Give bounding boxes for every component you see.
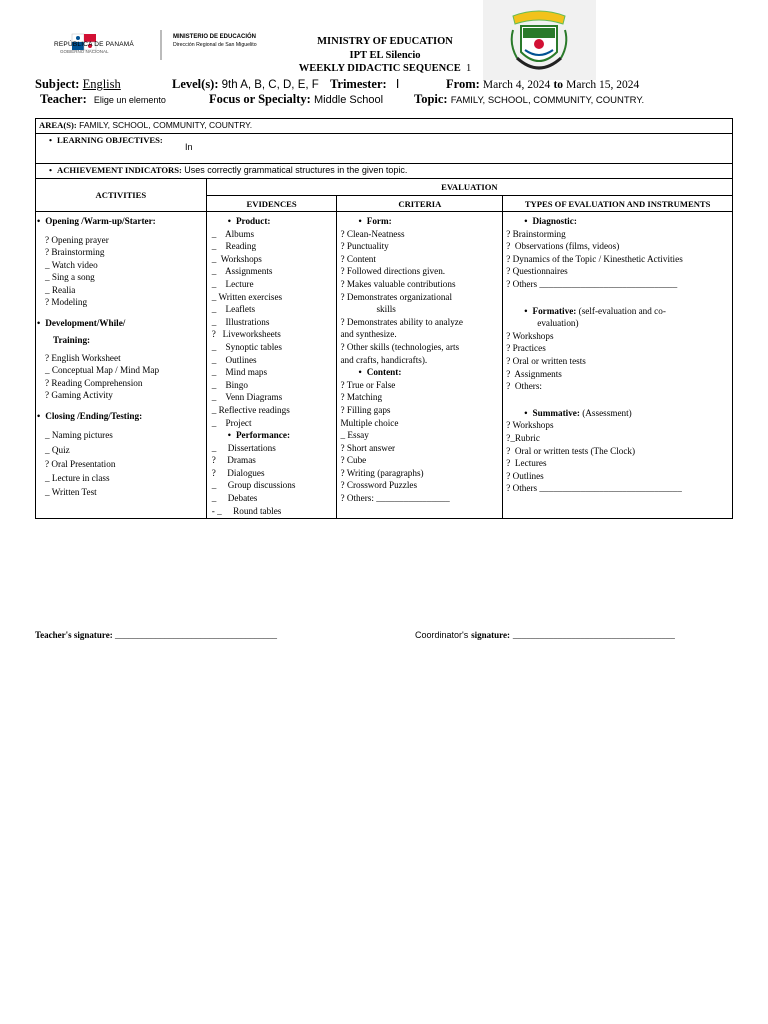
list-item[interactable]: _ Written exercises xyxy=(211,291,283,302)
list-item[interactable]: ? Writing (paragraphs) xyxy=(340,467,424,478)
criteria-cell xyxy=(337,212,503,519)
list-item[interactable]: _ Workshops xyxy=(211,253,262,264)
list-item[interactable]: ? Others: ________________ xyxy=(340,493,450,504)
objectives-row xyxy=(36,134,733,164)
evidences-cell xyxy=(206,212,337,519)
summative-list xyxy=(506,419,729,495)
performance-list xyxy=(210,442,334,518)
list-item[interactable]: _ Albums xyxy=(211,228,255,239)
list-item[interactable]: and crafts, handicrafts). xyxy=(340,354,428,365)
subject-field xyxy=(35,77,121,92)
summative-title: • Summative: xyxy=(524,408,580,418)
list-item[interactable]: ? English Worksheet xyxy=(45,352,121,363)
list-item[interactable]: ? Practices xyxy=(506,343,546,354)
diagnostic-title: • Diagnostic: xyxy=(506,215,729,228)
activities-cell xyxy=(36,212,207,519)
list-item[interactable]: ? True or False xyxy=(340,379,396,390)
list-item[interactable]: _ Debates xyxy=(211,493,258,504)
list-item[interactable]: ? Outlines xyxy=(506,470,544,481)
list-item[interactable]: ? Observations (films, videos) xyxy=(506,241,620,252)
trimester-field xyxy=(330,77,399,92)
indicators-label: • ACHIEVEMENT INDICATORS: xyxy=(49,165,182,175)
teacher-signature xyxy=(35,630,277,640)
list-item[interactable]: ? Lectures xyxy=(506,458,547,469)
list-item[interactable]: _ Watch video xyxy=(45,259,98,270)
evaluation-header: EVALUATION xyxy=(206,179,732,196)
from-value[interactable]: March 4, 2024 xyxy=(482,79,551,91)
list-item[interactable]: ? Cube xyxy=(340,455,367,466)
coordinator-prefix: Coordinator's xyxy=(415,630,469,640)
list-item[interactable]: ? Reading Comprehension xyxy=(45,377,143,388)
development-title: • Development/While/ xyxy=(37,317,203,330)
list-item[interactable]: ? Matching xyxy=(340,392,383,403)
list-item[interactable]: and synthesize. xyxy=(340,329,397,340)
list-item[interactable]: _ Bingo xyxy=(211,379,248,390)
list-item[interactable]: _ Essay xyxy=(340,430,369,441)
list-item[interactable]: _ Leaflets xyxy=(211,304,256,315)
closing-title: • Closing /Ending/Testing: xyxy=(37,410,203,423)
list-item[interactable]: Multiple choice xyxy=(340,417,399,428)
date-range-field xyxy=(446,77,639,92)
list-item[interactable]: ? Liveworksheets xyxy=(211,329,281,340)
list-item[interactable]: _ Conceptual Map / Mind Map xyxy=(45,365,160,376)
list-item[interactable]: _ Venn Diagrams xyxy=(211,392,283,403)
list-item[interactable]: _ Lecture xyxy=(211,278,254,289)
list-item[interactable]: ? Punctuality xyxy=(340,241,389,252)
teacher-signature-label: Teacher's signature: xyxy=(35,630,113,640)
focus-value[interactable]: Middle School xyxy=(313,94,384,106)
list-item[interactable]: _ Dissertations xyxy=(211,442,276,453)
list-item[interactable]: _ Group discussions xyxy=(211,480,296,491)
trimester-value[interactable]: I xyxy=(395,77,400,91)
list-item[interactable]: ? Questionnaires xyxy=(506,266,568,277)
from-label: From: xyxy=(446,77,480,91)
list-item[interactable]: _ Reflective readings xyxy=(211,404,290,415)
list-item[interactable]: _ Illustrations xyxy=(211,316,270,327)
content-row xyxy=(36,212,733,519)
content-list xyxy=(340,379,499,505)
list-item[interactable]: ? Dialogues xyxy=(211,467,265,478)
list-item[interactable]: skills xyxy=(376,304,396,315)
opening-list xyxy=(39,234,203,309)
to-label: to xyxy=(553,79,564,91)
list-item[interactable]: _ Realia xyxy=(45,284,76,295)
topic-field xyxy=(414,92,644,107)
formative-note-2: evaluation) xyxy=(537,318,579,329)
formative-list xyxy=(506,330,729,393)
criteria-header: CRITERIA xyxy=(337,196,503,212)
types-cell xyxy=(503,212,733,519)
list-item[interactable]: ? Modeling xyxy=(45,297,88,308)
activities-header: ACTIVITIES xyxy=(36,179,207,212)
objectives-value[interactable]: In xyxy=(185,142,193,152)
list-item[interactable]: ? Oral or written tests (The Clock) xyxy=(506,445,636,456)
gov-region: Dirección Regional de San Miguelito xyxy=(173,42,257,48)
list-item[interactable]: _ Assignments xyxy=(211,266,273,277)
form-title: • Form: xyxy=(340,215,499,228)
list-item[interactable]: _ Lecture in class xyxy=(45,472,110,483)
list-item[interactable]: ? Oral Presentation xyxy=(45,458,116,469)
list-item[interactable]: ? Demonstrates organizational xyxy=(340,291,453,302)
ministry-name: MINISTRY OF EDUCATION xyxy=(317,36,453,47)
sequence-title xyxy=(290,62,480,76)
trimester-label: Trimester: xyxy=(330,77,387,91)
list-item[interactable]: ? Other skills (technologies, arts xyxy=(340,341,460,352)
list-item[interactable]: _ Naming pictures xyxy=(45,430,113,441)
areas-row xyxy=(36,119,733,134)
list-item[interactable]: _ Sing a song xyxy=(45,272,95,283)
header-row-1 xyxy=(36,179,733,196)
topic-value[interactable]: FAMILY, SCHOOL, COMMUNITY, COUNTRY. xyxy=(450,95,645,106)
closing-list xyxy=(39,428,203,499)
gov-ministry: MINISTERIO DE EDUCACIÓN xyxy=(173,34,257,40)
list-item[interactable]: - _ Round tables xyxy=(211,505,282,516)
list-item[interactable]: ? Makes valuable contributions xyxy=(340,278,456,289)
teacher-label: Teacher: xyxy=(40,92,87,106)
list-item[interactable]: _ Synoptic tables xyxy=(211,341,282,352)
gov-name: REPÚBLICA DE PANAMÁ xyxy=(54,41,134,48)
areas-value[interactable]: FAMILY, SCHOOL, COMMUNITY, COUNTRY. xyxy=(79,120,253,130)
evidences-header: EVIDENCES xyxy=(206,196,337,212)
school-crest-logo xyxy=(483,0,596,80)
sequence-label: WEEKLY DIDACTIC SEQUENCE xyxy=(298,63,461,74)
list-item[interactable]: ? Assignments xyxy=(506,368,562,379)
list-item[interactable]: ? Short answer xyxy=(340,442,396,453)
ministry-title-block xyxy=(290,35,480,76)
list-item[interactable]: ? Workshops xyxy=(506,330,554,341)
list-item[interactable]: _ Outlines xyxy=(211,354,257,365)
list-item[interactable]: ? Others _______________________________ xyxy=(506,483,682,494)
levels-field xyxy=(172,77,319,92)
content-title: • Content: xyxy=(340,366,499,379)
list-item[interactable]: ? Dynamics of the Topic / Kinesthetic Activities xyxy=(506,253,683,264)
types-header: TYPES OF EVALUATION AND INSTRUMENTS xyxy=(503,196,733,212)
to-value[interactable]: March 15, 2024 xyxy=(566,79,640,91)
list-item[interactable]: ? Filling gaps xyxy=(340,404,391,415)
list-item[interactable]: ? Brainstorming xyxy=(506,228,566,239)
product-title: • Product: xyxy=(210,215,334,228)
list-item[interactable]: ? Others ______________________________ xyxy=(506,278,678,289)
list-item[interactable]: _ Written Test xyxy=(45,487,97,498)
list-item[interactable]: ? Opening prayer xyxy=(45,234,109,245)
list-item[interactable]: ? Workshops xyxy=(506,420,554,431)
teacher-field xyxy=(40,92,166,107)
development-list xyxy=(39,352,203,402)
diagnostic-list xyxy=(506,228,729,291)
list-item[interactable]: ? Followed directions given. xyxy=(340,266,446,277)
summative-note: (Assessment) xyxy=(582,407,632,418)
formative-title: • Formative: xyxy=(524,306,576,316)
gov-subtitle: GOBIERNO NACIONAL xyxy=(60,49,109,54)
list-item[interactable]: ? Others: xyxy=(506,381,542,392)
list-item[interactable]: _ Reading xyxy=(211,241,257,252)
planning-table xyxy=(35,118,733,519)
school-name: IPT EL Silencio xyxy=(349,49,421,61)
list-item[interactable]: ? Content xyxy=(340,253,376,264)
teacher-signature-line[interactable]: ____________________________________ xyxy=(115,630,277,640)
form-list xyxy=(340,228,499,367)
focus-field xyxy=(209,92,383,107)
subject-value[interactable]: English xyxy=(82,77,121,91)
list-item[interactable]: _ Project xyxy=(211,417,252,428)
levels-label: Level(s): xyxy=(172,77,219,91)
indicators-row xyxy=(36,164,733,179)
coordinator-signature-label: signature: xyxy=(471,630,510,640)
areas-label: AREA(S): xyxy=(39,120,77,130)
government-logo xyxy=(52,30,282,62)
objectives-label: • LEARNING OBJECTIVES: xyxy=(49,135,163,145)
coordinator-signature-line[interactable]: ____________________________________ xyxy=(512,630,675,640)
product-list xyxy=(210,228,334,430)
formative-note: (self-evaluation and co- xyxy=(578,305,666,316)
list-item[interactable]: ? Clean-Neatness xyxy=(340,228,405,239)
coordinator-signature xyxy=(415,630,675,641)
crest-icon xyxy=(483,0,596,80)
list-item[interactable]: ? Brainstorming xyxy=(45,247,105,258)
list-item[interactable]: ? Gaming Activity xyxy=(45,390,113,401)
sequence-number: 1 xyxy=(466,63,472,74)
list-item[interactable]: ? Dramas xyxy=(211,455,256,466)
list-item[interactable]: ?_Rubric xyxy=(506,432,540,443)
indicators-value[interactable]: Uses correctly grammatical structures in the given topic. xyxy=(184,165,408,175)
list-item[interactable]: _ Mind maps xyxy=(211,367,268,378)
focus-label: Focus or Specialty: xyxy=(209,92,311,106)
performance-title: • Performance: xyxy=(210,429,334,442)
development-title-2: Training: xyxy=(53,335,91,346)
list-item[interactable]: ? Demonstrates ability to analyze xyxy=(340,316,463,327)
subject-label: Subject: xyxy=(35,77,80,91)
list-item[interactable]: _ Quiz xyxy=(45,444,70,455)
teacher-select[interactable]: Elige un elemento xyxy=(93,95,166,105)
list-item[interactable]: ? Crossword Puzzles xyxy=(340,480,418,491)
opening-title: • Opening /Warm-up/Starter: xyxy=(37,215,203,228)
list-item[interactable]: ? Oral or written tests xyxy=(506,355,586,366)
levels-value[interactable]: 9th A, B, C, D, E, F xyxy=(221,79,319,91)
topic-label: Topic: xyxy=(414,92,448,106)
